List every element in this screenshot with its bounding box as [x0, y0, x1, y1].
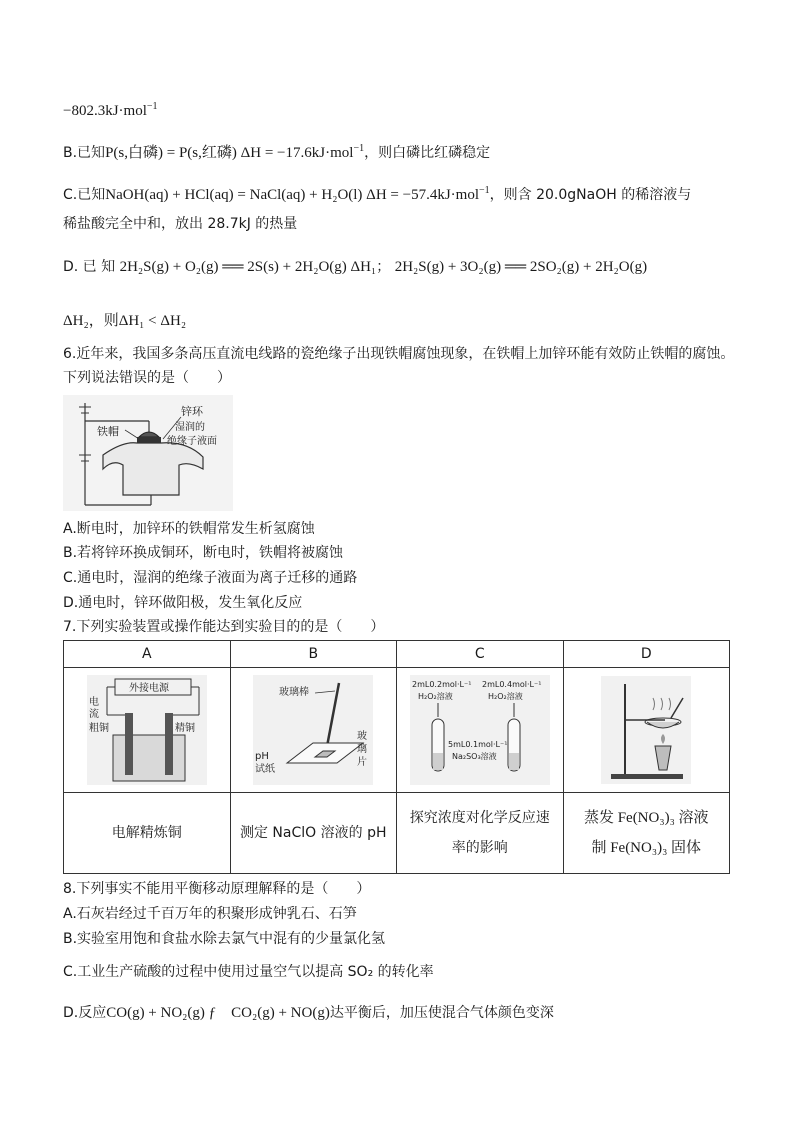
cell-figure-c — [397, 668, 564, 793]
svg-text:粗铜: 粗铜 — [88, 723, 109, 734]
q8-option-a: A.石灰岩经过千百万年的积聚形成钟乳石、石笋 — [63, 906, 357, 922]
purpose-a: 电解精炼铜 — [64, 793, 231, 874]
q5-option-c-line2: 稀盐酸完全中和，放出 28.7kJ 的热量 — [63, 216, 298, 232]
svg-text:试纸: 试纸 — [255, 764, 276, 775]
q8-stem: 8.下列事实不能用平衡移动原理解释的是（ ） — [63, 881, 371, 897]
q7-stem: 7.下列实验装置或操作能达到实验目的的是（ ） — [63, 619, 385, 635]
ph-test-figure — [253, 675, 373, 785]
svg-text:流: 流 — [88, 709, 99, 720]
table-purpose-row — [64, 793, 730, 874]
svg-text:2mL0.2mol·L⁻¹: 2mL0.2mol·L⁻¹ — [411, 680, 472, 689]
svg-text:精铜: 精铜 — [174, 723, 195, 734]
cell-figure-a — [64, 668, 231, 793]
q5-option-d: D. 已 知 2H₂S(g) + O₂(g) ══ 2S(s) + 2H₂O(g) ΔH₁； 2H₂S(g) + 3O₂(g) ══ 2SO₂(g) + 2H₂O(g) — [63, 259, 648, 275]
svg-text:外接电源: 外接电源 — [128, 683, 169, 694]
header-b: B — [230, 641, 397, 668]
q6-option-b: B.若将锌环换成铜环，断电时，铁帽将被腐蚀 — [63, 545, 344, 561]
purpose-c: 探究浓度对化学反应速 率的影响 — [397, 793, 564, 874]
header-d: D — [563, 641, 730, 668]
svg-text:玻: 玻 — [357, 731, 368, 742]
q8-option-b: B.实验室用饱和食盐水除去氯气中混有的少量氯化氢 — [63, 931, 386, 947]
q5-option-b: B.已知P(s,白磷) = P(s,红磷) ΔH = −17.6kJ·mol$^{-1}$，则白磷比红磷稳定 — [63, 143, 491, 161]
label-wet-line2: 绝缘子液面 — [167, 436, 217, 447]
q6-option-c: C.通电时，湿润的绝缘子液面为离子迁移的通路 — [63, 570, 358, 586]
reaction-rate-figure — [410, 675, 550, 785]
q5-d-equation-1: 2H₂S(g) + O₂(g) ══ 2S(s) + 2H₂O(g) ΔH₁ — [119, 259, 377, 275]
svg-text:pH: pH — [255, 751, 270, 762]
svg-text:2mL0.4mol·L⁻¹: 2mL0.4mol·L⁻¹ — [481, 680, 542, 689]
evaporation-figure — [601, 676, 691, 784]
header-a: A — [64, 641, 231, 668]
svg-text:Na₂SO₃溶液: Na₂SO₃溶液 — [451, 752, 497, 761]
q8-option-c: C.工业生产硫酸的过程中使用过量空气以提高 SO₂ 的转化率 — [63, 964, 434, 980]
svg-text:H₂O₂溶液: H₂O₂溶液 — [487, 692, 523, 701]
q6-stem-line1: 6.近年来，我国多条高压直流电线路的瓷绝缘子出现铁帽腐蚀现象，在铁帽上加锌环能有效防止铁帽的腐蚀。 — [63, 346, 735, 362]
cell-figure-d — [563, 668, 730, 793]
purpose-d: 蒸发 Fe(NO₃)₃ 溶液 制 Fe(NO₃)₃ 固体 — [563, 793, 730, 874]
electrolysis-figure — [87, 675, 207, 785]
q8-d-equation: CO(g) + NO₂(g) ƒ CO₂(g) + NO(g) — [106, 1005, 330, 1021]
q7-experiment-table — [63, 640, 730, 874]
q6-stem-line2: 下列说法错误的是（ ） — [63, 370, 231, 386]
svg-text:片: 片 — [357, 757, 368, 768]
label-zinc-ring: 锌环 — [181, 405, 203, 418]
svg-text:电: 电 — [88, 697, 99, 708]
label-wet-line1: 湿润的 — [175, 422, 205, 433]
label-iron-cap: 铁帽 — [97, 425, 119, 438]
q6-option-a: A.断电时，加锌环的铁帽常发生析氢腐蚀 — [63, 521, 315, 537]
q6-insulator-figure — [63, 395, 233, 511]
svg-text:5mL0.1mol·L⁻¹: 5mL0.1mol·L⁻¹ — [447, 740, 508, 749]
q5-option-a-tail: −802.3kJ·mol$^{-1}$ — [63, 101, 158, 119]
cell-figure-b — [230, 668, 397, 793]
table-header-row — [64, 641, 730, 668]
svg-text:玻璃棒: 玻璃棒 — [279, 687, 310, 698]
purpose-b: 测定 NaClO 溶液的 pH — [230, 793, 397, 874]
q5-b-equation: P(s,白磷) = P(s,红磷) ΔH = −17.6kJ·mol — [105, 145, 354, 161]
q5-a-tail-value: −802.3kJ·mol — [63, 103, 147, 119]
svg-text:H₂O₂溶液: H₂O₂溶液 — [417, 692, 453, 701]
q5-d-equation-2: 2H₂S(g) + 3O₂(g) ══ 2SO₂(g) + 2H₂O(g) — [394, 259, 648, 275]
svg-text:璃: 璃 — [357, 744, 368, 755]
q5-option-d-line2: ΔH₂，则ΔH₁ < ΔH₂ — [63, 313, 187, 329]
q6-option-d: D.通电时，锌环做阳极，发生氧化反应 — [63, 595, 303, 611]
q8-option-d: D.反应CO(g) + NO₂(g) ƒ CO₂(g) + NO(g)达平衡后，加压使混合气体颜色变深 — [63, 1005, 554, 1021]
table-figure-row — [64, 668, 730, 793]
header-c: C — [397, 641, 564, 668]
q5-option-c: C.已知NaOH(aq) + HCl(aq) = NaCl(aq) + H₂O(l) ΔH = −57.4kJ·mol$^{-1}$，则含 20.0gNaOH 的稀溶液与 — [63, 185, 692, 203]
q5-c-equation: NaOH(aq) + HCl(aq) = NaCl(aq) + H₂O(l) ΔH = −57.4kJ·mol — [105, 187, 479, 203]
